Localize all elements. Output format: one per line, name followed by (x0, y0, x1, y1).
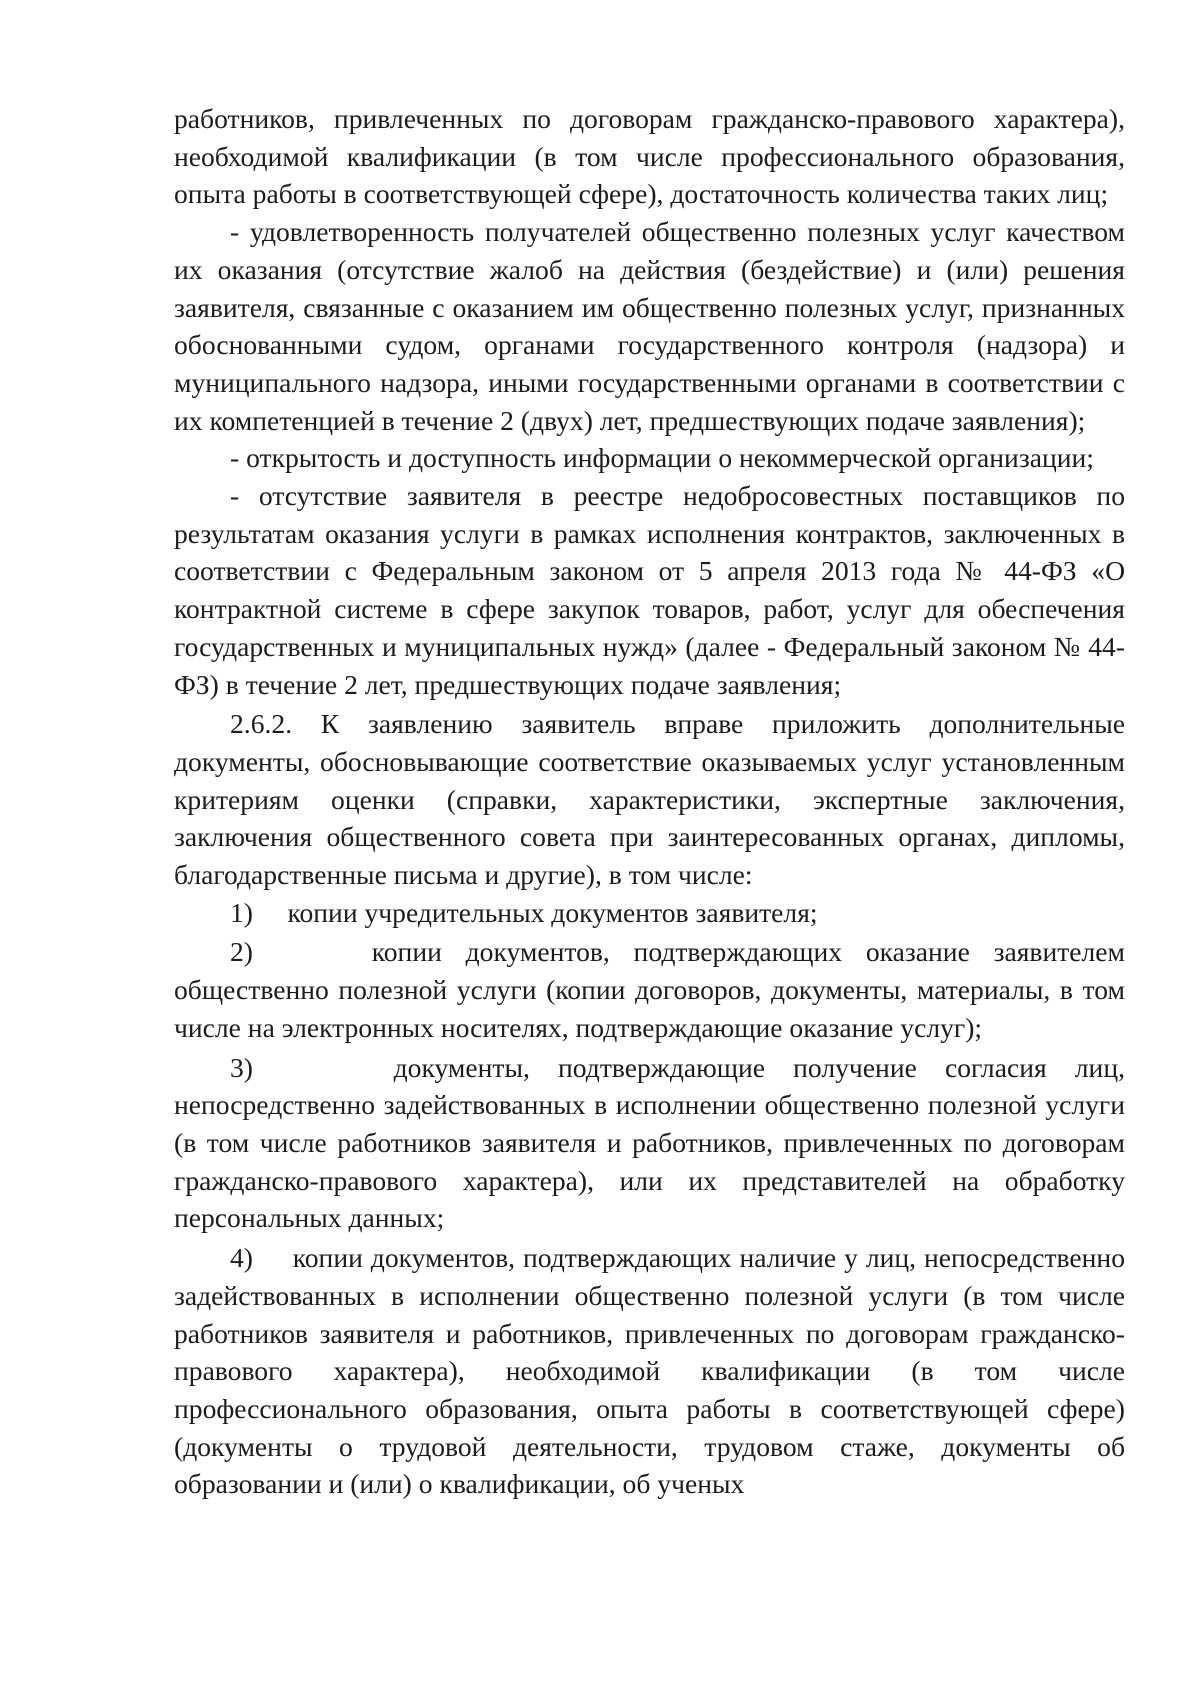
paragraph-criterion-registry: - отсутствие заявителя в реестре недобросовестных поставщиков по результатам оказания услуги в рамках исполнения контрактов, заключенных в соответствии с Федеральным законом от 5 апреля 2013 года № 44-ФЗ «О контрактной системе в сфере закупок товаров, работ, услуг для обеспечения государственных и муниципальных нужд» (далее - Федеральный законом № 44-ФЗ) в течение 2 лет, предшествующих подаче заявления; (174, 480, 1125, 700)
document-page (174, 100, 1125, 1503)
paragraph-2-6-2: 2.6.2. К заявлению заявитель вправе приложить дополнительные документы, обосновывающие соответствие оказываемых услуг установленным критериям оценки (справки, характеристики, экспертные заключения, заключения общественного совета при заинтересованных органах, дипломы, благодарственные письма и другие), в том числе: (174, 708, 1125, 891)
paragraph-criterion-satisfaction: - удовлетворенность получателей общественно полезных услуг качеством их оказания (отсутствие жалоб на действия (бездействие) и (или) решения заявителя, связанные с оказанием им общественно полезных услуг, признанных обоснованными судом, органами государственного контроля (надзора) и муниципального надзора, иными государственными органами в соответствии с их компетенцией в течение 2 (двух) лет, предшествующих подаче заявления); (174, 216, 1125, 436)
list-item-4: 4) копии документов, подтверждающих наличие у лиц, непосредственно задействованных в исполнении общественно полезной услуги (в том числе работников заявителя и работников, привлеченных по договорам гражданско-правового характера), необходимой квалификации (в том числе профессионального образования, опыта работы в соответствующей сфере) (документы о трудовой деятельности, трудовом стаже, документы об образовании и (или) о квалификации, об ученых (174, 1242, 1125, 1500)
list-item-1: 1) копии учредительных документов заявителя; (230, 896, 818, 928)
paragraph-criterion-openness: - открытость и доступность информации о некоммерческой организации; (230, 442, 1094, 474)
list-item-3: 3) документы, подтверждающие получение согласия лиц, непосредственно задействованных в исполнении общественно полезной услуги (в том числе работников заявителя и работников, привлеченных по договорам гражданско-правового характера), или их представителей на обработку персональных данных; (174, 1051, 1125, 1234)
list-item-2: 2) копии документов, подтверждающих оказание заявителем общественно полезной услуги (копии договоров, документы, материалы, в том числе на электронных носителях, подтверждающие оказание услуг); (174, 936, 1125, 1043)
paragraph-continuation: работников, привлеченных по договорам гражданско-правового характера), необходимой квалификации (в том числе профессионального образования, опыта работы в соответствующей сфере), достаточность количества таких лиц; (174, 103, 1125, 210)
